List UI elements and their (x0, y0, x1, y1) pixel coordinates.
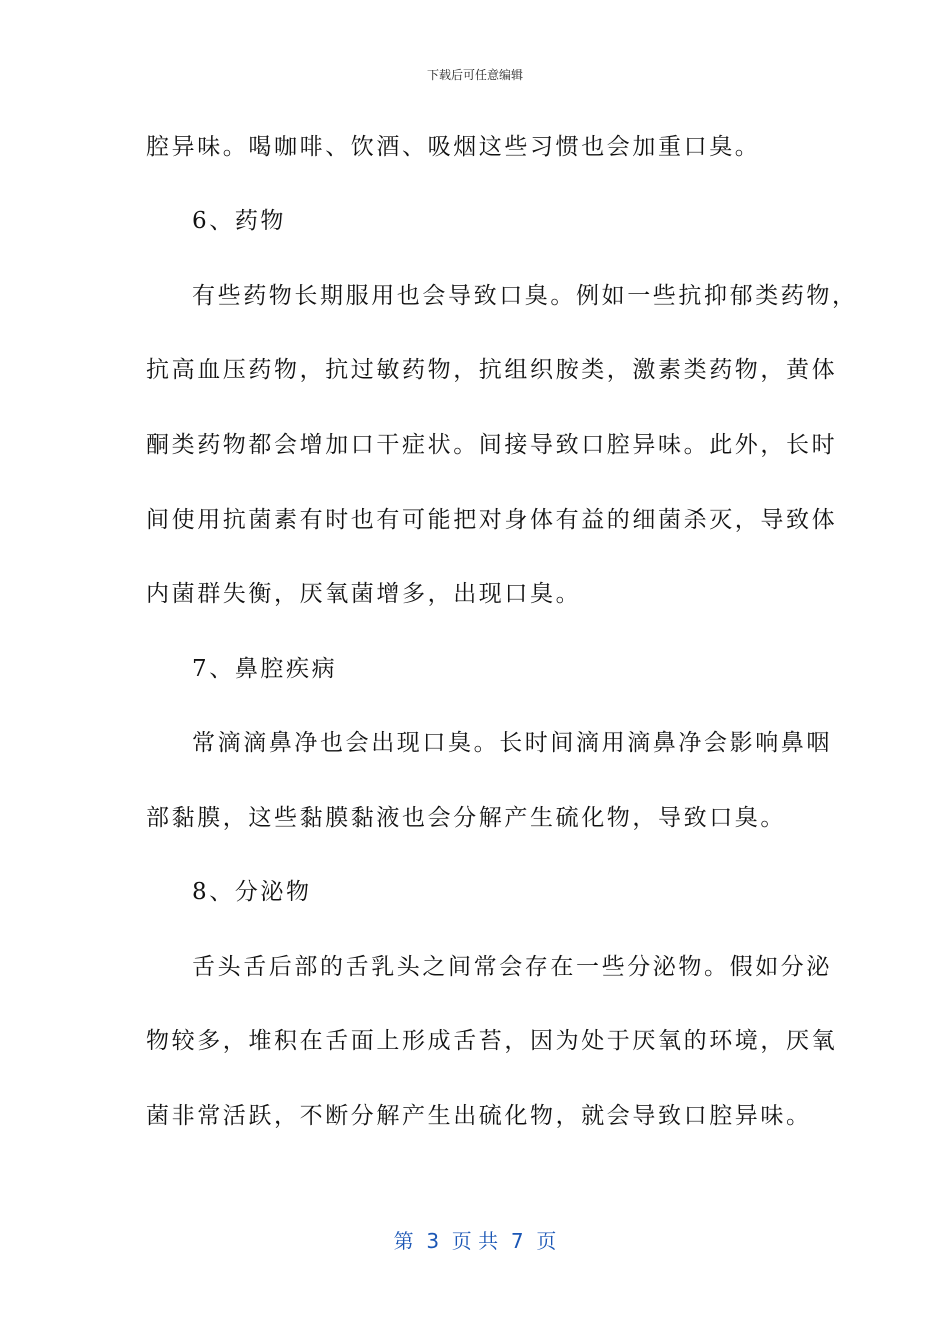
paragraph-line: 菌非常活跃，不断分解产生出硫化物，就会导致口腔异味。 (146, 1103, 812, 1129)
paragraph-line: 有些药物长期服用也会导致口臭。例如一些抗抑郁类药物， (192, 283, 858, 309)
paragraph-line: 常滴滴鼻净也会出现口臭。长时间滴用滴鼻净会影响鼻咽 (192, 730, 832, 756)
paragraph-line: 部黏膜，这些黏膜黏液也会分解产生硫化物，导致口臭。 (146, 805, 786, 831)
paragraph-line: 腔异味。喝咖啡、饮酒、吸烟这些习惯也会加重口臭。 (146, 134, 761, 160)
paragraph-line: 酮类药物都会增加口干症状。间接导致口腔异味。此外，长时 (146, 432, 838, 458)
paragraph-line: 间使用抗菌素有时也有可能把对身体有益的细菌杀灭，导致体 (146, 507, 838, 533)
paragraph-line: 内菌群失衡，厌氧菌增多，出现口臭。 (146, 581, 582, 607)
paragraph-line: 舌头舌后部的舌乳头之间常会存在一些分泌物。假如分泌 (192, 954, 832, 980)
paragraph-line: 抗高血压药物，抗过敏药物，抗组织胺类，激素类药物，黄体 (146, 357, 838, 383)
paragraph-line: 物较多，堆积在舌面上形成舌苔，因为处于厌氧的环境，厌氧 (146, 1028, 838, 1054)
page-header: 下载后可任意编辑 (426, 68, 523, 82)
section-heading-medication: 6、药物 (192, 208, 287, 234)
page-footer: 第 3 页 共 7 页 (393, 1229, 557, 1253)
section-heading-nasal-disease: 7、鼻腔疾病 (192, 656, 338, 682)
section-heading-secretions: 8、分泌物 (192, 879, 312, 905)
